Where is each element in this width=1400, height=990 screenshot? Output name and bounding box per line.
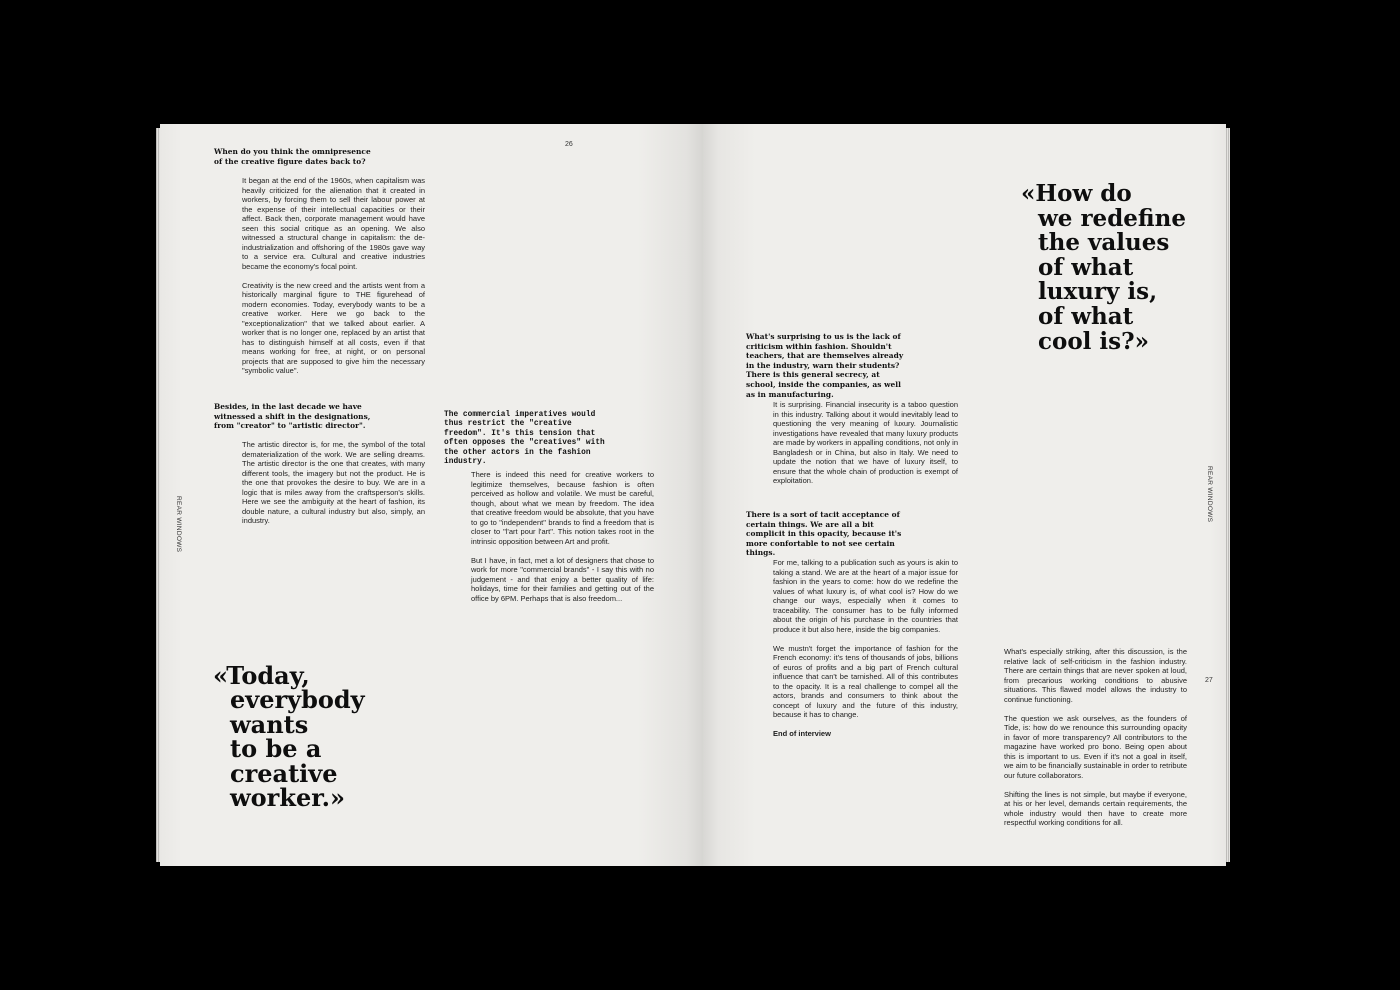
- pull-quote-line: wants: [230, 709, 309, 739]
- pull-quote-line: we redefine: [1038, 204, 1186, 232]
- magazine-spread: [160, 124, 1226, 866]
- pull-quote-line: «Today,: [213, 661, 310, 690]
- answer-1-paragraph: It began at the end of the 1960s, when capitalism was heavily criticized for the alienation that it created in workers, by forcing them to sell their labour power at the expense of their intellectual capacities or their affect. Back then, corporate management would have seen this social critique as an opening. We also witnessed a structural change in capitalism: the de-industrialization and offshoring of the 1980s gave way to a service era. Cultural and creative industries became the economy's focal point.: [242, 176, 425, 271]
- closing-paragraph: What's especially striking, after this discussion, is the relative lack of self-criticism in the fashion industry. There are certain things that are never spoken at loud, from precarious working conditions to abusive situations. This flawed model allows the industry to continue functioning.: [1004, 647, 1187, 704]
- page-number-left: 26: [565, 141, 573, 148]
- closing-paragraph: The question we ask ourselves, as the founders of Tide, is: how do we renounce this surrounding opacity in favor of more transparency? All contributors to the magazine have worked pro bono. Being open about this is important to us. Even if it's not a goal in itself, we aim to be financially sustainable in order to retribute our future collaborators.: [1004, 713, 1188, 780]
- side-label-left: REAR WINDOWS: [175, 496, 182, 553]
- question-5: There is a sort of tacit acceptance of certain things. We are all a bit complicit in this opacity, because it's more confortable to not see certain things.: [746, 510, 902, 558]
- answer-3: [471, 470, 654, 613]
- question-2: Besides, in the last decade we have witnessed a shift in the designations, from "creator" to "artistic director".: [214, 402, 371, 431]
- closing-paragraph: Shifting the lines is not simple, but maybe if everyone, at his or her level, demands certain requirements, the whole industry would then have to create more respectful working conditions for all.: [1004, 789, 1187, 827]
- left-page: [160, 124, 703, 866]
- page-stack-edge-left: [156, 128, 160, 862]
- pull-quote-right: [1021, 182, 1186, 354]
- page-number-right: 27: [1205, 677, 1213, 684]
- answer-4: [773, 400, 958, 495]
- question-4: What's surprising to us is the lack of criticism within fashion. Shouldn't teachers, that are themselves already in the industry, warn their students? There is this general secrecy, at school, inside the companies, as well as in manufacturing.: [746, 332, 904, 399]
- pull-quote-line: of what: [1038, 302, 1134, 330]
- pull-quote-left: [213, 661, 365, 813]
- pull-quote-line: luxury is,: [1038, 278, 1158, 306]
- pull-quote-line: to be a: [230, 734, 322, 764]
- pull-quote-line: of what: [1038, 253, 1134, 281]
- answer-5-paragraph: We mustn't forget the importance of fashion for the French economy: it's tens of thousands of jobs, billions of euros of profits and a big part of French cultural influence that can't be tarnished. All of this contributes to the opacity. It is a real challenge to compel all the actors, brands and consumers to think about the concept of luxury and the future of this industry, because it has to change.: [773, 643, 958, 719]
- answer-2: [242, 440, 425, 535]
- side-label-right: REAR WINDOWS: [1206, 466, 1213, 523]
- page-stack-edge-right: [1226, 128, 1230, 862]
- pull-quote-line: the values: [1038, 229, 1170, 257]
- end-of-interview: End of interview: [773, 729, 831, 738]
- pull-quote-line: worker.»: [230, 783, 346, 813]
- answer-1-paragraph: Creativity is the new creed and the artists went from a historically marginal figure to THE figurehead of modern economies. Today, everybody wants to be a creative worker. Here we go back to the "exceptionalization" that we talked about earlier. A worker that is no longer one, replaced by an artist that has to distinguish himself at all costs, even if that means working for free, at night, or on personal projects that are supposed to give him the necessary "symbolic value".: [242, 280, 425, 375]
- closing-text: [1004, 647, 1187, 837]
- answer-2-paragraph: The artistic director is, for me, the symbol of the total dematerialization of the work. We are selling dreams. The artistic director is the one that creates, with many different tools, the imagery but not the product. He is the one that provokes the desire to buy. We are in a logic that is miles away from the craftsperson's skills. Here we see the ambiguity at the heart of fashion, its double nature, a cultural industry but also, simply, an industry.: [242, 440, 425, 525]
- pull-quote-line: cool is?»: [1038, 327, 1149, 355]
- pull-quote-line: creative: [230, 758, 338, 788]
- pull-quote-line: everybody: [230, 685, 365, 715]
- answer-1: [242, 176, 425, 385]
- answer-5: [773, 558, 958, 748]
- question-3: The commercial imperatives would thus restrict the "creative freedom". It's this tension that often opposes the "creatives" with the other actors in the fashion industry.: [444, 411, 605, 467]
- answer-4-paragraph: It is surprising. Financial insecurity is a taboo question in this industry. Talking about it would inevitably lead to questioning the very meaning of luxury. Journalistic investigations have revealed that many luxury products are made by workers in appalling conditions, not only in Bangladesh or in China, but also in Italy. We need to update the notion that we have of luxury itself, to ensure that the whole chain of production is exempt of exploitation.: [773, 400, 958, 485]
- pull-quote-line: «How do: [1021, 180, 1132, 207]
- question-1: When do you think the omnipresence of the creative figure dates back to?: [214, 147, 371, 166]
- answer-3-paragraph: But I have, in fact, met a lot of designers that chose to work for more "commercial brands" - I say this with no judgement - and that enjoy a better quality of life: holidays, time for their families and getting out of the office by 6PM. Perhaps that is also freedom...: [471, 555, 654, 603]
- answer-3-paragraph: There is indeed this need for creative workers to legitimize themselves, because fashion is often perceived as hollow and volatile. We must be careful, though, about what we mean by freedom. The idea that creative freedom would be absolute, that you have to go to "independent" brands to find a freedom that is closer to "l'art pour l'art". This notion takes root in the intrinsic opposition between Art and profit.: [471, 470, 654, 546]
- answer-5-paragraph: For me, talking to a publication such as yours is akin to taking a stand. We are at the heart of a major issue for fashion in the years to come: how do we redefine the values of what luxury is, of what cool is? How do we change our ways, especially when it comes to traceability. The consumer has to be fully informed about the origin of his purchase in the countries that produce it but also here, inside the big companies.: [773, 558, 958, 634]
- right-page: [703, 124, 1226, 866]
